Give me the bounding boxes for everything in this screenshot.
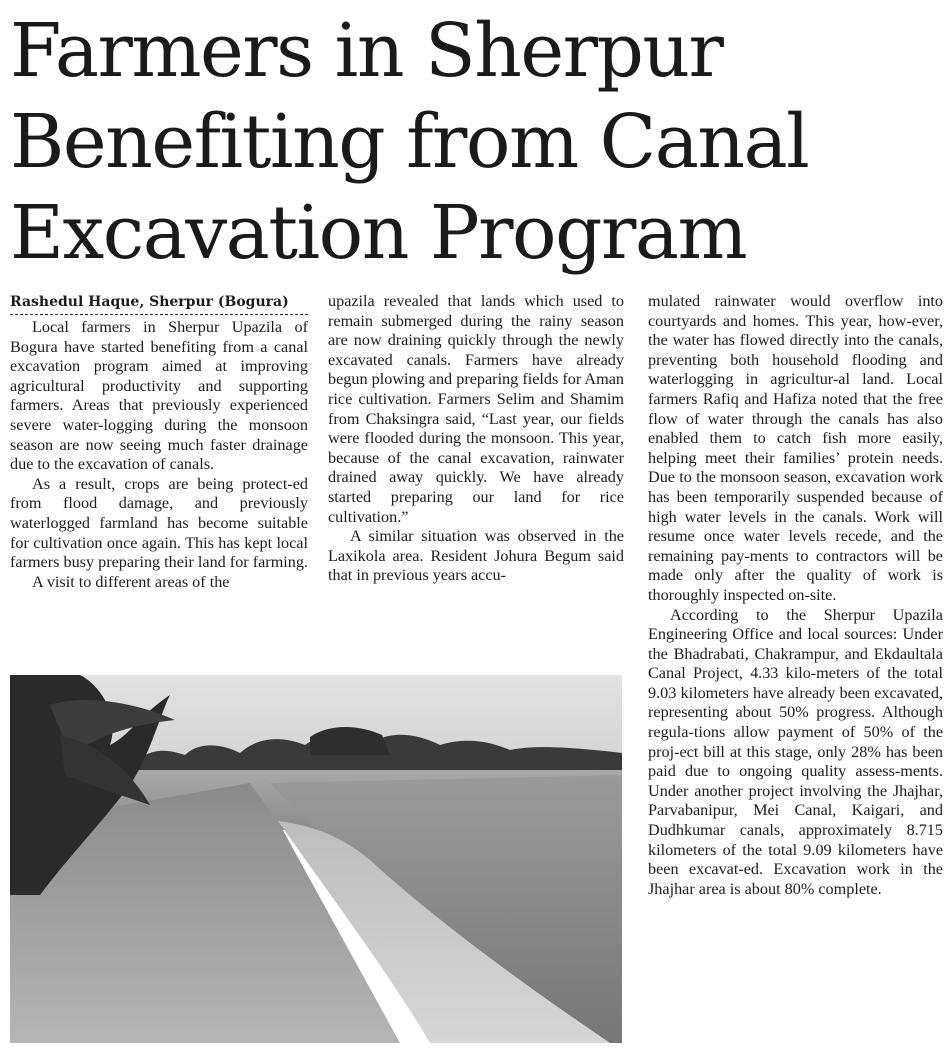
paragraph: upazila revealed that lands which used to remain submerged during the rainy season are now draining quickly through the newly excavated canals. Farmers have already begun plowing and preparing fields for Aman rice cultivation. Farmers Selim and Shamim from Chaksingra said, “Last year, our fields were flooded during the monsoon. This year, because of the canal excavation, rainwater drained away quickly. We have already started preparing our land for rice cultivation.” — [328, 292, 624, 526]
byline: Rashedul Haque, Sherpur (Bogura) — [10, 292, 308, 315]
paragraph: mulated rainwater would overflow into courtyards and homes. This year, how-ever, the water has flowed directly into the canals, preventing both household flooding and waterlogging in agricultur-al land. Local farmers Rafiq and Hafiza noted that the free flow of water through the canals has also enabled them to catch fish more easily, helping meet their families’ protein needs. Due to the monsoon season, excavation work has been temporarily suspended because of high water levels in the canals. Work will resume once water levels recede, and the remaining pay-ments to contractors will be made only after the quality of work is thoroughly inspected on-site. — [648, 292, 943, 604]
paragraph: A similar situation was observed in the Laxikola area. Resident Johura Begum said that in previous years accu- — [328, 527, 624, 585]
paragraph: According to the Sherpur Upazila Engineering Office and local sources: Under the Bhadrabati, Chakrampur, and Ekdaultala Canal Project, 4.33 kilo-meters of the total 9.03 kilometers have already been excavated, representing about 50% progress. Although regula-tions allow payment of 50% of the proj-ect bill at this stage, only 28% has been paid due to ongoing quality assess-ments. Under another project involving the Jhajhar, Parvabanipur, Mei Canal, Kaigari, and Dudhkumar canals, approximately 8.715 kilometers of the total 9.09 kilometers have been excavat-ed. Excavation work in the Jhajhar area is about 80% complete. — [648, 605, 943, 898]
headline-line-3: Excavation Program — [10, 190, 747, 276]
paragraph: As a result, crops are being protect-ed from flood damage, and previously waterlogged farmland has become suitable for cultivation once again. This has kept local farmers busy preparing their land for farming. — [10, 474, 309, 572]
paragraph: Local farmers in Sherpur Upazila of Bogura have started benefiting from a canal excavation program aimed at improving agricultural productivity and supporting farmers. Areas that previously experienced severe water-logging during the monsoon season are now seeing much faster drainage due to the excavation of canals. — [10, 318, 308, 474]
headline-line-1: Farmers in Sherpur — [10, 8, 723, 94]
article-column-1 — [10, 292, 308, 592]
paragraph: A visit to different areas of the — [32, 572, 230, 591]
canal-photo — [10, 675, 622, 1043]
headline-line-2: Benefiting from Canal — [10, 99, 809, 185]
headline — [10, 6, 945, 279]
article-column-3 — [648, 292, 943, 899]
article-column-2 — [328, 292, 624, 586]
